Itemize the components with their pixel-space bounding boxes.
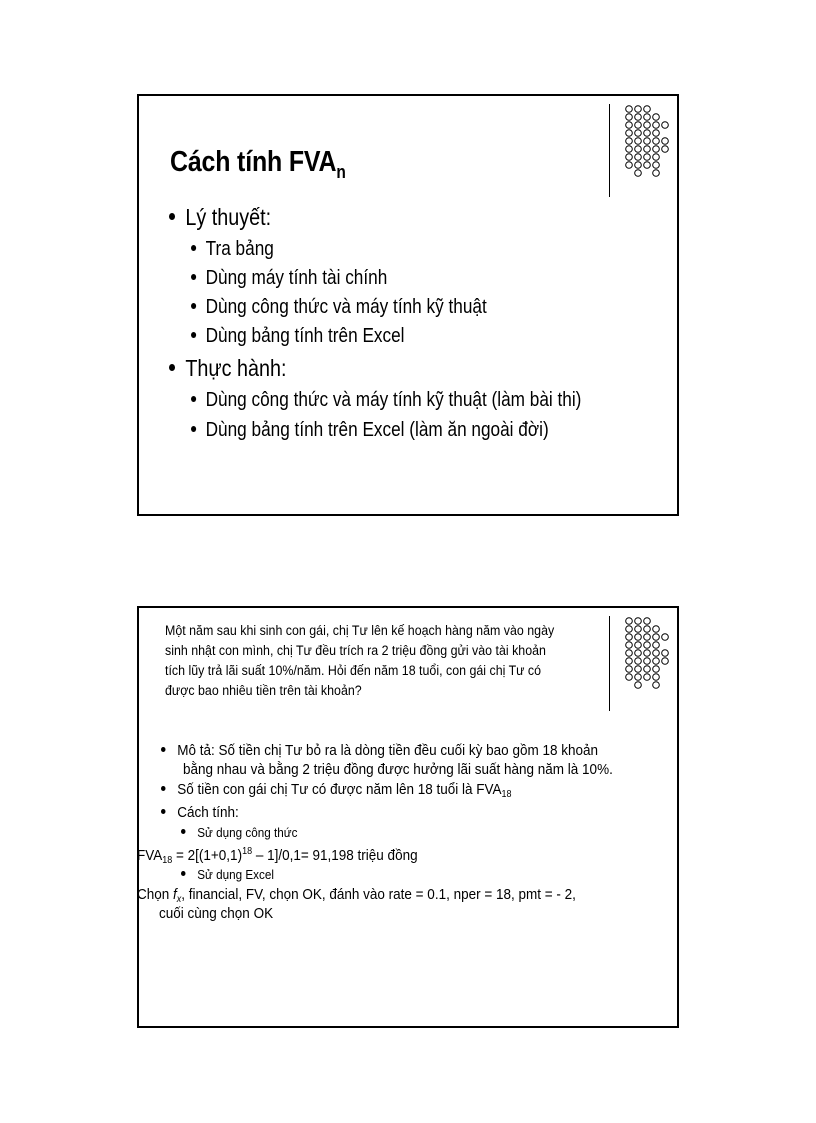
bullet-amount: Số tiền con gái chị Tư có được năm lên 18 tuổi là $FVA_{18}$ [161, 781, 512, 800]
formula-line: $FVA_{18} = 2[(1+0,1)^{18} - 1]/0,1= 91,198$ triệu đồng [137, 846, 418, 866]
bullet-icon [161, 809, 166, 814]
sub-bullet: Dùng bảng tính trên Excel (làm ăn ngoài đời) [191, 419, 549, 442]
bullet-practice: Thực hành: [169, 355, 287, 382]
decorative-dots-icon [623, 617, 675, 701]
sub-bullet-formula: Sử dụng công thức [181, 825, 297, 840]
slide-2 [137, 606, 679, 1028]
sub-bullet-excel: Sử dụng Excel [181, 867, 274, 882]
decorative-divider [609, 104, 610, 197]
bullet-icon [191, 245, 196, 251]
bullet-icon [161, 747, 166, 752]
bullet-icon [161, 786, 166, 791]
bullet-icon [181, 871, 186, 876]
bullet-icon [169, 364, 175, 371]
decorative-divider [609, 616, 610, 711]
sub-bullet: Tra bảng [191, 238, 274, 261]
excel-steps-cont: cuối cùng chọn OK [159, 905, 274, 922]
excel-steps: Chọn $f_x$, financial, FV, chọn OK, đánh vào rate = 0.1, nper = 18, pmt = - 2, [137, 886, 576, 905]
slide-1 [137, 94, 679, 516]
bullet-icon [191, 332, 196, 338]
bullet-icon [181, 829, 186, 834]
sub-bullet: Dùng công thức và máy tính kỹ thuật [191, 296, 487, 319]
sub-bullet: Dùng công thức và máy tính kỹ thuật (làm bài thi) [191, 389, 581, 412]
bullet-icon [191, 396, 196, 402]
bullet-theory: Lý thuyết: [169, 204, 271, 231]
sub-bullet: Dùng bảng tính trên Excel [191, 325, 405, 348]
slide-title: Cách tính $FVA_n$ [170, 146, 346, 182]
problem-statement: Một năm sau khi sinh con gái, chị Tư lên kế hoạch hàng năm vào ngày sinh nhật con mình, chị Tư đều trích ra 2 triệu đồng gửi vào tài khoản tích lũy trả lãi suất 10%/năm. Hỏi đến năm 18 tuổi, con gái chị Tư có được bao nhiêu tiền trên tài khoản? [165, 623, 555, 698]
bullet-icon [169, 213, 175, 220]
sub-bullet: Dùng máy tính tài chính [191, 267, 387, 290]
bullet-description-cont: bằng nhau và bằng 2 triệu đồng được hưởng lãi suất hàng năm là 10%. [183, 761, 613, 778]
circle-pattern-icon [623, 617, 675, 701]
bullet-description: Mô tả: Số tiền chị Tư bỏ ra là dòng tiền đều cuối kỳ bao gồm 18 khoản [161, 742, 598, 759]
bullet-icon [191, 274, 196, 280]
decorative-dots-icon [623, 105, 675, 189]
bullet-method: Cách tính: [161, 804, 239, 821]
circle-pattern-icon [623, 105, 675, 189]
bullet-icon [191, 303, 196, 309]
bullet-icon [191, 426, 196, 432]
